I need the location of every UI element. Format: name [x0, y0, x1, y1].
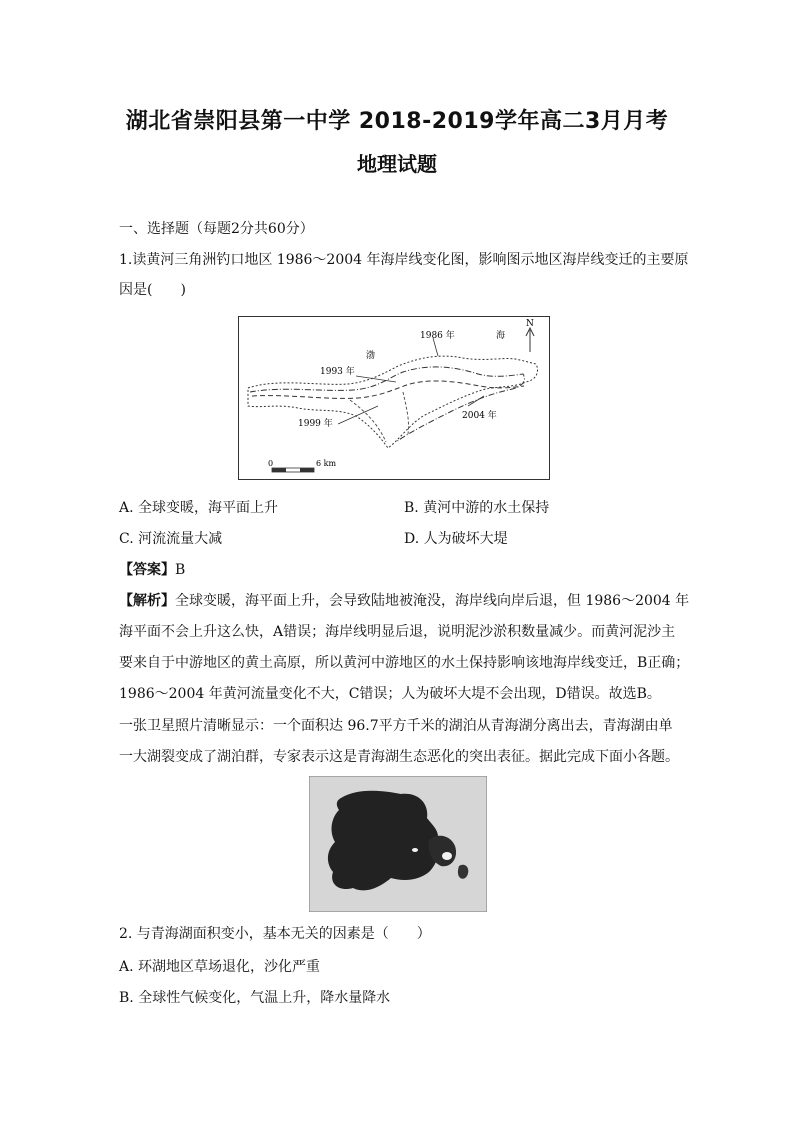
label-bo: 渤: [366, 351, 376, 361]
north-label: N: [526, 319, 534, 329]
analysis-label: 【解析】: [119, 593, 175, 609]
q2-option-a: A. 环湖地区草场退化，沙化严重: [119, 959, 321, 975]
answer-value: B: [175, 562, 186, 578]
document-subtitle: 地理试题: [357, 152, 437, 176]
document-title: 湖北省崇阳县第一中学 2018-2019学年高二3月月考: [125, 109, 669, 134]
q1-answer: [119, 560, 684, 580]
lake-main-body: [328, 791, 439, 891]
label-sea: 海: [496, 331, 506, 341]
coastline-map-figure: [238, 316, 550, 480]
q1-stem-line1: 1.读黄河三角洲钓口地区 1986～2004 年海岸线变化图，影响图示地区海岸线变迁的主要原: [119, 252, 689, 268]
scale-km: 6 km: [316, 459, 337, 468]
label-2004: 2004 年: [462, 411, 497, 421]
island-center: [412, 848, 418, 852]
q1-option-a: A. 全球变暖，海平面上升: [119, 500, 279, 516]
q1-analysis-line2: 海平面不会上升这么快，A错误；海岸线明显后退，说明泥沙淤积数量减少。而黄河泥沙主: [119, 624, 676, 640]
q1-option-c: C. 河流流量大减: [119, 531, 223, 547]
q1-analysis-line1: [119, 591, 690, 611]
label-1986: 1986 年: [420, 331, 455, 341]
section-heading: 一、选择题（每题2分共60分）: [119, 221, 314, 237]
island-east: [442, 852, 452, 860]
q1-option-d: D. 人为破坏大堤: [404, 531, 508, 547]
qinghai-lake-satellite-image: [309, 776, 487, 912]
scale-zero: 0: [268, 459, 274, 468]
q1-stem-line2: 因是( ): [119, 282, 186, 298]
q1-option-b: B. 黄河中游的水土保持: [404, 500, 550, 516]
q1-analysis-line4: 1986～2004 年黄河流量变化不大，C错误；人为破坏大堤不会出现，D错误。故选B。: [119, 686, 661, 702]
answer-label: 【答案】: [119, 562, 175, 578]
label-1993: 1993 年: [320, 367, 355, 377]
passage-line1: 一张卫星照片清晰显示：一个面积达 96.7平方千米的湖泊从青海湖分离出去，青海湖由单: [119, 718, 673, 734]
label-1999: 1999 年: [298, 419, 333, 429]
analysis-text-1: 全球变暖，海平面上升，会导致陆地被淹没，海岸线向岸后退，但 1986～2004 年: [175, 593, 690, 609]
q2-option-b: B. 全球性气候变化，气温上升，降水量降水: [119, 990, 391, 1006]
passage-line2: 一大湖裂变成了湖泊群，专家表示这是青海湖生态恶化的突出表征。据此完成下面小各题。: [119, 749, 679, 765]
q1-analysis-line3: 要来自于中游地区的黄土高原，所以黄河中游地区的水土保持影响该地海岸线变迁，B正确；: [119, 655, 690, 671]
q2-stem: 2. 与青海湖面积变小，基本无关的因素是（ ）: [119, 926, 431, 942]
